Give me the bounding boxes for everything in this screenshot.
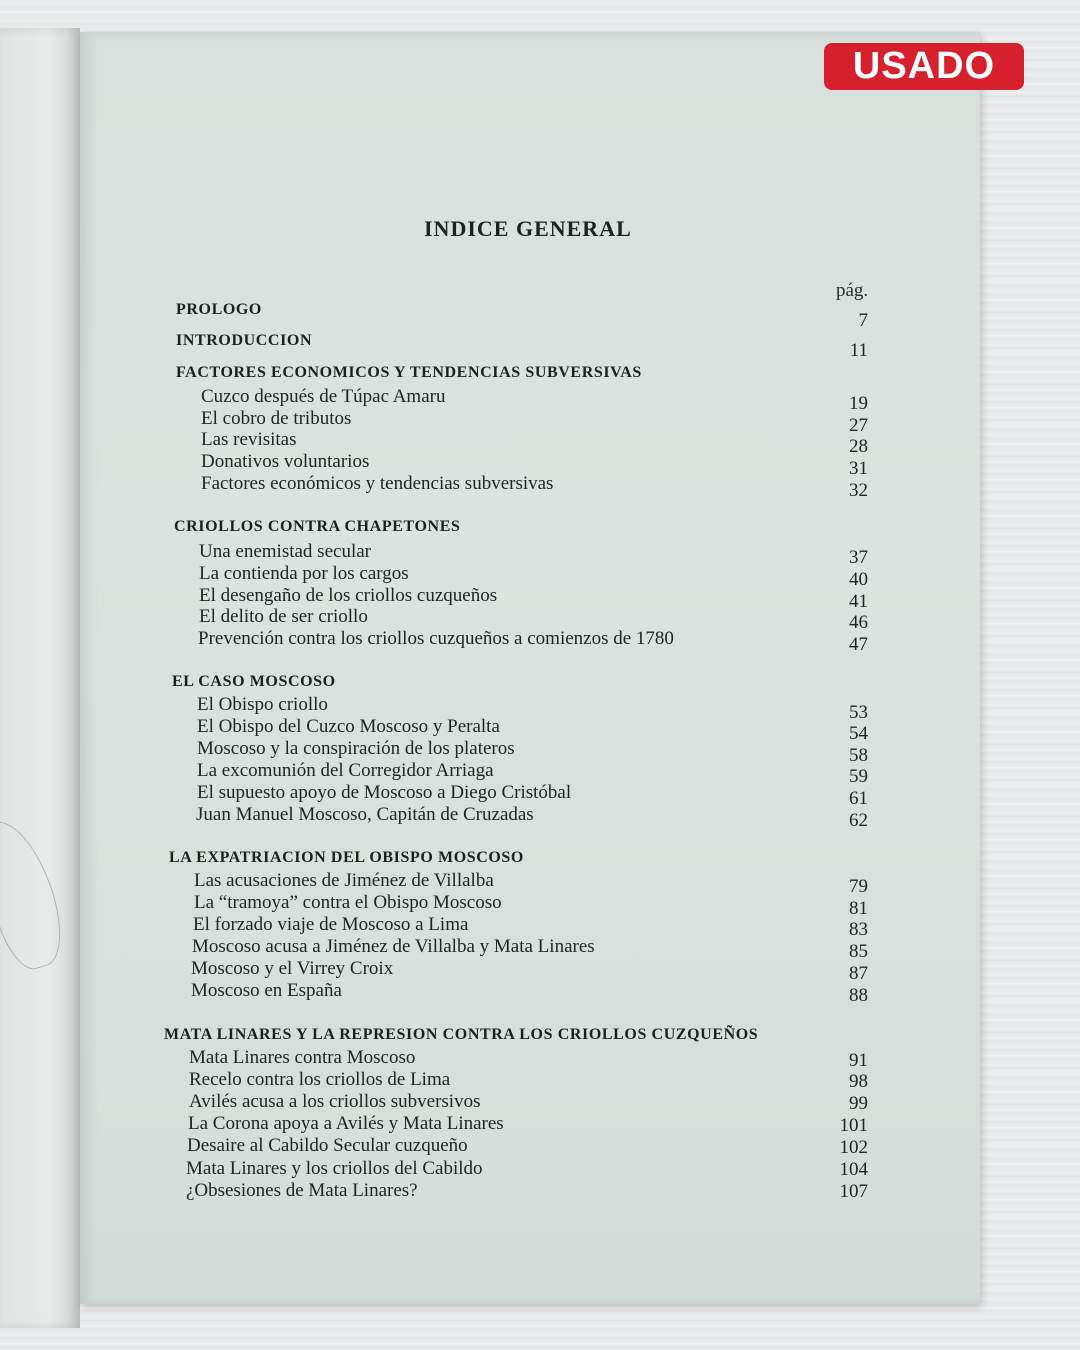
toc-page-number: 91 (849, 1050, 868, 1071)
toc-entry: Moscoso y el Virrey Croix (191, 958, 394, 979)
toc-heading-prologo: PROLOGO (176, 301, 262, 318)
toc-page-number: 59 (849, 766, 868, 787)
toc-page-number: 101 (839, 1115, 868, 1136)
toc-page-number: 54 (849, 723, 868, 744)
toc-page-number: 28 (849, 436, 868, 457)
toc-entry: Las acusaciones de Jiménez de Villalba (194, 870, 494, 891)
toc-page-number: 7 (858, 310, 868, 331)
toc-entry: Cuzco después de Túpac Amaru (201, 386, 446, 407)
toc-page-number: 99 (849, 1093, 868, 1114)
toc-section-heading: CRIOLLOS CONTRA CHAPETONES (174, 518, 461, 535)
toc-page-number: 31 (849, 458, 868, 479)
toc-entry: Moscoso en España (191, 980, 342, 1001)
toc-entry: Mata Linares y los criollos del Cabildo (186, 1158, 483, 1179)
toc-entry: El Obispo criollo (197, 694, 328, 715)
toc-page-number: 104 (839, 1159, 868, 1180)
toc-entry: El delito de ser criollo (199, 606, 368, 627)
toc-entry: Factores económicos y tendencias subversivas (201, 473, 554, 494)
toc-entry: Mata Linares contra Moscoso (189, 1047, 416, 1068)
toc-section-heading: MATA LINARES Y LA REPRESION CONTRA LOS CRIOLLOS CUZQUEÑOS (164, 1026, 759, 1043)
toc-entry: El desengaño de los criollos cuzqueños (199, 585, 498, 606)
toc-entry: La contienda por los cargos (199, 563, 409, 584)
toc-entry: La “tramoya” contra el Obispo Moscoso (194, 892, 502, 913)
toc-page-number: 11 (849, 340, 868, 361)
toc-entry: Moscoso acusa a Jiménez de Villalba y Mata Linares (192, 936, 595, 957)
toc-entry: Prevención contra los criollos cuzqueños a comienzos de 1780 (198, 628, 674, 649)
toc-entry: ¿Obsesiones de Mata Linares? (186, 1180, 418, 1201)
toc-heading-introduccion: INTRODUCCION (176, 332, 313, 349)
toc-entry: La Corona apoya a Avilés y Mata Linares (188, 1113, 504, 1134)
toc-entry: Una enemistad secular (199, 541, 371, 562)
toc-entry: Moscoso y la conspiración de los plateros (197, 738, 515, 759)
toc-entry: El supuesto apoyo de Moscoso a Diego Cristóbal (197, 782, 572, 803)
toc-page-number: 79 (849, 876, 868, 897)
facing-page-edge (0, 28, 80, 1328)
toc-page-number: 37 (849, 547, 868, 568)
toc-page-number: 107 (839, 1181, 868, 1202)
toc-page-number: 27 (849, 415, 868, 436)
toc-page-number: 41 (849, 591, 868, 612)
toc-entry: Donativos voluntarios (201, 451, 370, 472)
toc-page-number: 98 (849, 1071, 868, 1092)
toc-section-heading: EL CASO MOSCOSO (172, 673, 336, 690)
toc-entry: El forzado viaje de Moscoso a Lima (193, 914, 469, 935)
toc-page-number: 81 (849, 898, 868, 919)
toc-page-number: 46 (849, 612, 868, 633)
toc-entry: Recelo contra los criollos de Lima (189, 1069, 451, 1090)
index-title: INDICE GENERAL (424, 216, 632, 241)
toc-page-number: 19 (849, 393, 868, 414)
toc-page-number: 58 (849, 745, 868, 766)
toc-entry: La excomunión del Corregidor Arriaga (197, 760, 494, 781)
toc-section-heading: LA EXPATRIACION DEL OBISPO MOSCOSO (169, 849, 524, 866)
toc-entry: El Obispo del Cuzco Moscoso y Peralta (197, 716, 500, 737)
toc-page-number: 61 (849, 788, 868, 809)
used-condition-badge: USADO (824, 43, 1024, 90)
toc-page-number: 83 (849, 919, 868, 940)
toc-page-number: 40 (849, 569, 868, 590)
toc-page-number: 88 (849, 985, 868, 1006)
toc-page-number: 53 (849, 702, 868, 723)
toc-entry: Juan Manuel Moscoso, Capitán de Cruzadas (196, 804, 534, 825)
toc-page-number: 87 (849, 963, 868, 984)
toc-entry: El cobro de tributos (201, 408, 352, 429)
toc-page-number: 47 (849, 634, 868, 655)
toc-page-number: 62 (849, 810, 868, 831)
toc-entry: Avilés acusa a los criollos subversivos (189, 1091, 481, 1112)
toc-page-number: 85 (849, 941, 868, 962)
toc-section-heading: FACTORES ECONOMICOS Y TENDENCIAS SUBVERSIVAS (176, 364, 642, 381)
page-column-header: pág. (836, 280, 869, 301)
toc-page-number: 102 (839, 1137, 868, 1158)
toc-entry: Desaire al Cabildo Secular cuzqueño (187, 1135, 468, 1156)
pen-scribble (0, 812, 74, 976)
toc-entry: Las revisitas (201, 429, 297, 450)
toc-page-number: 32 (849, 480, 868, 501)
